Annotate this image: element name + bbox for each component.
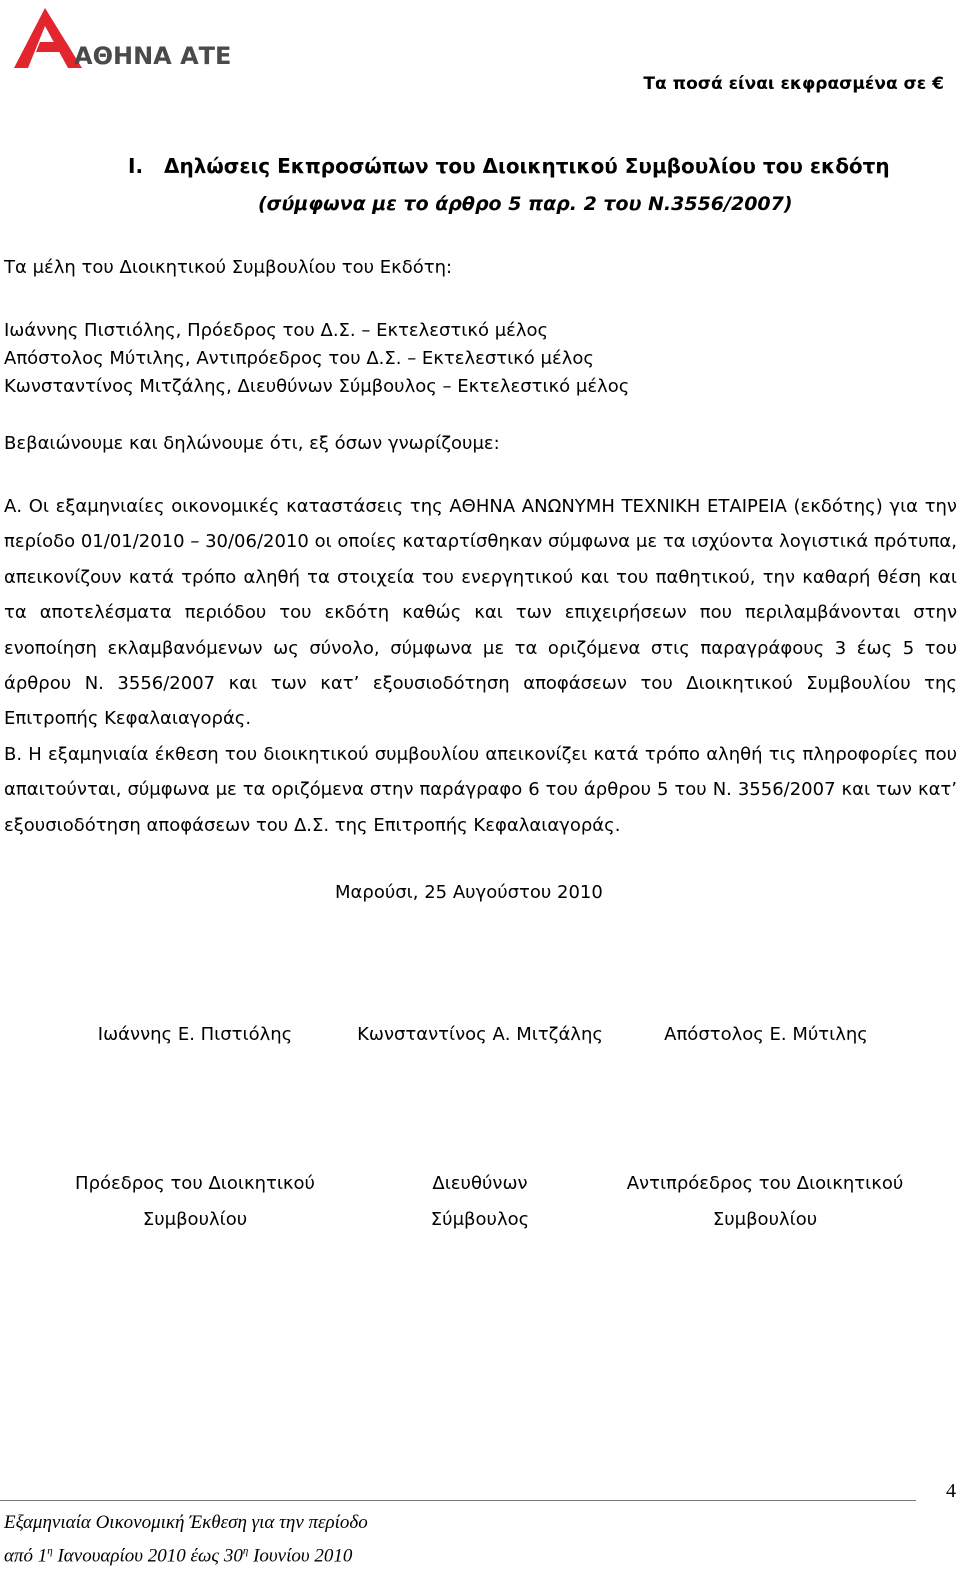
affirmation: Βεβαιώνουμε και δηλώνουμε ότι, εξ όσων γνωρίζουμε: xyxy=(4,433,500,454)
statement-paragraph-a: Α. Οι εξαμηνιαίες οικονομικές καταστάσεις της ΑΘΗΝΑ ΑΝΩΝΥΜΗ ΤΕΧΝΙΚΗ ΕΤΑΙΡΕΙΑ (εκδότης) για την περίοδο 01/01/2010 – 30/06/2010 οι οποίες καταρτίσθηκαν σύμφωνα με τα ισχύοντα λογιστικά πρότυπα, απεικονίζουν κατά τρόπο αληθή τα στοιχεία του ενεργητικού και του παθητικού, την καθαρή θέση και τα αποτελέσματα περιόδου του εκδότη καθώς και των επιχειρήσεων που περιλαμβάνονται στην ενοποίηση εκλαμβανόμενων ως σύνολο, σύμφωνα με τα οριζόμενα στις παραγράφους 3 έως 5 του άρθρου Ν. 3556/2007 και των κατ’ εξουσιοδότηση αποφάσεων του Διοικητικού Συμβουλίου της Επιτροπής Κεφαλαιαγοράς. xyxy=(4,496,957,730)
signatory-role xyxy=(60,1166,330,1238)
logo-triangle-icon xyxy=(14,8,82,68)
footer-divider xyxy=(0,1500,916,1501)
section-subtitle: (σύμφωνα με το άρθρο 5 παρ. 2 του Ν.3556/2007) xyxy=(258,193,793,215)
signatory-name: Ιωάννης Ε. Πιστιόλης xyxy=(97,1024,293,1045)
section-number: Ι. xyxy=(128,154,144,178)
footer-line xyxy=(4,1537,368,1570)
board-intro: Τα μέλη του Διοικητικού Συμβουλίου του Εκδότη: xyxy=(4,257,453,278)
company-logo xyxy=(10,6,250,72)
footer xyxy=(4,1508,368,1570)
footer-text-part: Ιουνίου 2010 xyxy=(248,1545,353,1567)
logo-text: ΑΘΗΝΑ ΑΤΕ xyxy=(74,42,232,70)
currency-note: Τα ποσά είναι εκφρασμένα σε € xyxy=(643,74,944,94)
signatory-role xyxy=(400,1166,560,1238)
board-member: Κωνσταντίνος Μιτζάλης, Διευθύνων Σύμβουλος – Εκτελεστικό μέλος xyxy=(4,376,630,397)
statement-paragraph-b: Β. Η εξαμηνιαία έκθεση του διοικητικού συμβουλίου απεικονίζει κατά τρόπο αληθή τις πληροφορίες που απαιτούνται, σύμφωνα με τα οριζόμενα στην παράγραφο 6 του άρθρου 5 του Ν. 3556/2007 και των κατ’ εξουσιοδότηση αποφάσεων του Δ.Σ. της Επιτροπής Κεφαλαιαγοράς. xyxy=(4,743,957,836)
board-member: Απόστολος Μύτιλης, Αντιπρόεδρος του Δ.Σ. – Εκτελεστικό μέλος xyxy=(4,348,594,369)
signatory-role-line: Σύμβουλος xyxy=(430,1209,530,1230)
signatory-name: Κωνσταντίνος Α. Μιτζάλης xyxy=(357,1024,603,1045)
page-number: 4 xyxy=(946,1480,956,1502)
place-date: Μαρούσι, 25 Αυγούστου 2010 xyxy=(335,882,603,903)
signatory-name: Απόστολος Ε. Μύτιλης xyxy=(664,1024,868,1045)
footer-line: Εξαμηνιαία Οικονομική Έκθεση για την περίοδο xyxy=(4,1512,368,1533)
footer-text-part: Ιανουαρίου 2010 έως 30 xyxy=(52,1545,243,1567)
section-heading xyxy=(128,154,890,178)
section-title: Δηλώσεις Εκπροσώπων του Διοικητικού Συμβουλίου του εκδότη xyxy=(164,154,890,178)
footer-superscript: η xyxy=(47,1545,53,1557)
signatory-role-line: Συμβουλίου xyxy=(142,1209,248,1230)
statement-body xyxy=(4,489,957,843)
signatory-role-line: Αντιπρόεδρος του Διοικητικού xyxy=(626,1173,904,1194)
footer-text-part: από 1 xyxy=(4,1545,48,1567)
signatory-role-line: Πρόεδρος του Διοικητικού xyxy=(75,1173,315,1194)
board-member: Ιωάννης Πιστιόλης, Πρόεδρος του Δ.Σ. – Εκτελεστικό μέλος xyxy=(4,320,549,341)
signatory-role-line: Συμβουλίου xyxy=(712,1209,818,1230)
signatory-role-line: Διευθύνων xyxy=(432,1173,528,1194)
signatory-role xyxy=(620,1166,910,1238)
footer-superscript: η xyxy=(242,1545,249,1557)
